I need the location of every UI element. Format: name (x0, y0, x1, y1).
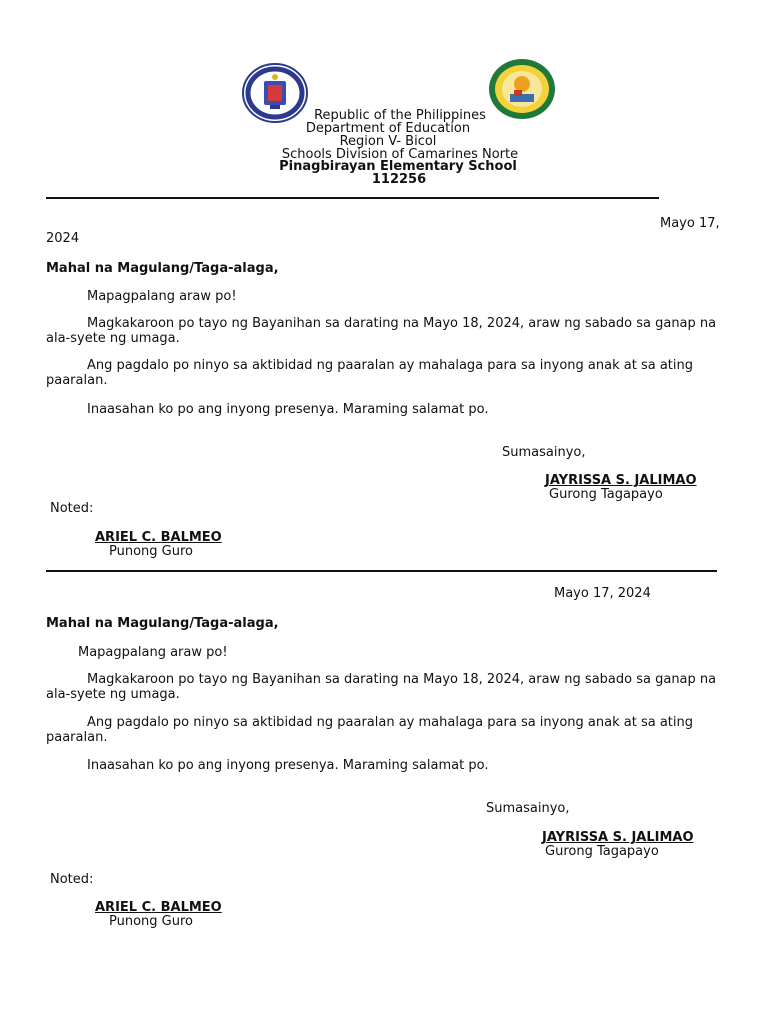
header-divider (46, 197, 659, 199)
letter1-date-line2: 2024 (46, 231, 80, 246)
letter2-greeting: Mapagpalang araw po! (78, 645, 228, 660)
letter1-noted-label: Noted: (50, 501, 94, 516)
letter1-salutation: Mahal na Magulang/Taga-alaga, (46, 261, 279, 276)
header-school-id: 112256 (371, 172, 427, 187)
letter1-signer-name: JAYRISSA S. JALIMAO (545, 473, 697, 488)
letter2-noted-title: Punong Guro (109, 914, 193, 929)
letter1-closing: Sumasainyo, (502, 445, 586, 460)
letter2-closing: Sumasainyo, (486, 801, 570, 816)
letter1-signer-title: Gurong Tagapayo (549, 487, 663, 502)
letter-divider (46, 570, 717, 572)
letter2-noted-name: ARIEL C. BALMEO (95, 900, 222, 915)
letter1-date-line1: Mayo 17, (660, 216, 720, 231)
letter1-noted-name: ARIEL C. BALMEO (95, 530, 222, 545)
letter2-paragraph-2: Ang pagdalo po ninyo sa aktibidad ng paaralan ay mahalaga para sa inyong anak at sa ating paaralan. (46, 715, 693, 745)
letter1-paragraph-2: Ang pagdalo po ninyo sa aktibidad ng paaralan ay mahalaga para sa inyong anak at sa ating paaralan. (46, 358, 693, 388)
header-school-name: Pinagbirayan Elementary School (279, 159, 517, 174)
letter2-signer-name: JAYRISSA S. JALIMAO (542, 830, 694, 845)
letter2-signer-title: Gurong Tagapayo (545, 844, 659, 859)
letter2-noted-label: Noted: (50, 872, 94, 887)
header-department: Department of Education (305, 121, 471, 136)
letter1-paragraph-1: Magkakaroon po tayo ng Bayanihan sa darating na Mayo 18, 2024, araw ng sabado sa ganap na ala-syete ng umaga. (46, 316, 717, 346)
header-region: Region V- Bicol (339, 134, 437, 149)
header-republic: Republic of the Philippines (314, 108, 486, 123)
letter1-greeting: Mapagpalang araw po! (87, 289, 237, 304)
letter1-noted-title: Punong Guro (109, 544, 193, 559)
letter2-salutation: Mahal na Magulang/Taga-alaga, (46, 616, 279, 631)
header-division: Schools Division of Camarines Norte (281, 147, 519, 162)
letter1-paragraph-3: Inaasahan ko po ang inyong presenya. Maraming salamat po. (87, 402, 489, 417)
letter2-paragraph-1: Magkakaroon po tayo ng Bayanihan sa darating na Mayo 18, 2024, araw ng sabado sa ganap na ala-syete ng umaga. (46, 672, 717, 702)
letter2-date: Mayo 17, 2024 (554, 586, 651, 601)
letter2-paragraph-3: Inaasahan ko po ang inyong presenya. Maraming salamat po. (87, 758, 489, 773)
